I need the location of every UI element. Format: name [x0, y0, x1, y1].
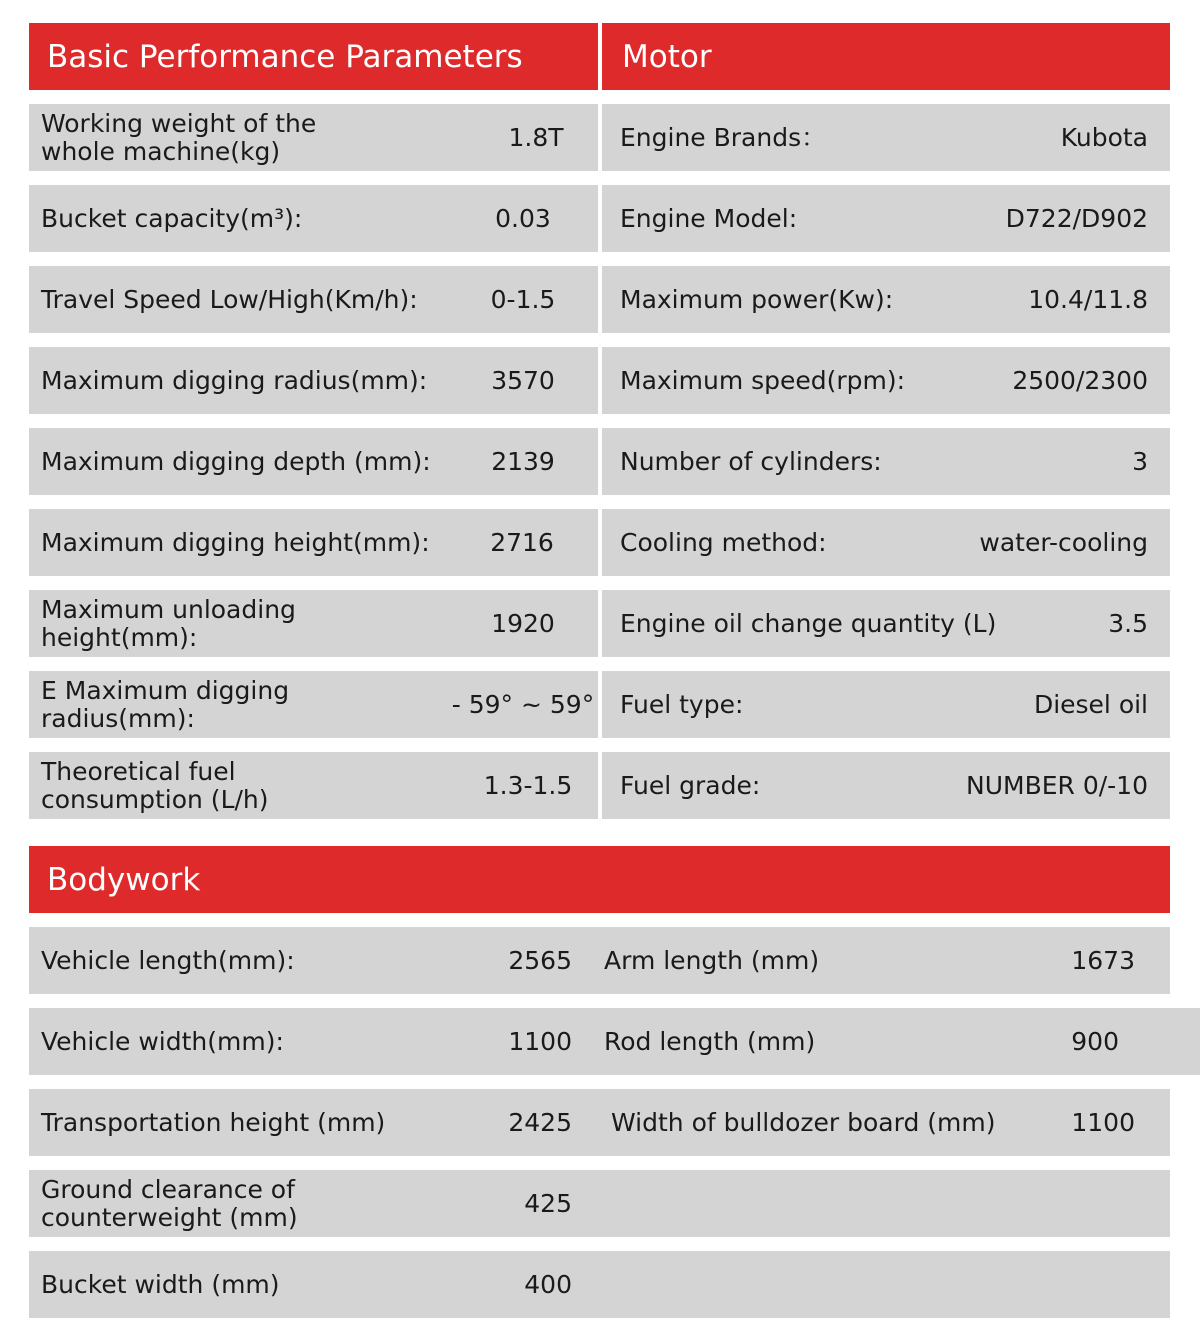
motor-row-label: Number of cylinders: [620, 446, 882, 476]
basic-row-label: Maximum digging radius(mm): [41, 365, 428, 395]
motor-row [602, 104, 1170, 171]
bodywork-row [29, 1251, 1170, 1318]
bodywork-row-label-2: Width of bulldozer board (mm) [611, 1108, 996, 1137]
motor-row-value: NUMBER 0/-10 [966, 771, 1148, 800]
basic-row-label: E Maximum digging radius(mm): [41, 675, 290, 733]
basic-row [29, 428, 598, 495]
bodywork-row-label-2: Rod length (mm) [604, 1027, 816, 1056]
basic-row-value: - 59° ~ 59° [451, 690, 595, 719]
motor-row-value: water-cooling [979, 528, 1148, 557]
motor-row-value: Kubota [1060, 123, 1148, 152]
basic-row-value: 3570 [491, 366, 555, 395]
bodywork-title: Bodywork [47, 861, 201, 898]
motor-row-label: Fuel type: [620, 689, 744, 719]
basic-row-label: Maximum unloading height(mm): [41, 594, 296, 652]
bodywork-row-label: Vehicle width(mm): [41, 1026, 284, 1056]
motor-row-label: Cooling method: [620, 527, 827, 557]
basic-row-label: Travel Speed Low/High(Km/h): [41, 284, 418, 314]
motor-row [602, 266, 1170, 333]
motor-row-value: 2500/2300 [1012, 366, 1148, 395]
bodywork-row-value: 2565 [508, 946, 572, 975]
bodywork-row-label-2: Arm length (mm) [604, 946, 820, 975]
motor-header [602, 23, 1170, 90]
bodywork-row-value-2: 1100 [1071, 1108, 1135, 1137]
motor-row-value: 3.5 [1108, 609, 1148, 638]
bodywork-row-value-2: 900 [1071, 1027, 1119, 1056]
bodywork-header [29, 846, 1170, 913]
basic-row [29, 671, 598, 738]
basic-row-value: 1.3-1.5 [483, 771, 573, 800]
motor-row-value: D722/D902 [1005, 204, 1148, 233]
basic-row [29, 509, 598, 576]
bodywork-row-label: Bucket width (mm) [41, 1269, 280, 1299]
bodywork-row-value: 2425 [508, 1108, 572, 1137]
motor-row-value: Diesel oil [1033, 690, 1148, 719]
basic-row-value: 1920 [491, 609, 555, 638]
motor-title: Motor [622, 38, 712, 75]
basic-performance-header [29, 23, 598, 90]
basic-row [29, 347, 598, 414]
motor-row [602, 752, 1170, 819]
bodywork-row-value-2: 1673 [1071, 946, 1135, 975]
motor-row [602, 509, 1170, 576]
motor-row-label: Engine oil change quantity (L) [620, 608, 997, 638]
basic-row-label: Bucket capacity(m³): [41, 203, 303, 233]
basic-row [29, 752, 598, 819]
basic-row-label: Working weight of the whole machine(kg) [41, 108, 317, 166]
basic-row-label: Maximum digging height(mm): [41, 527, 430, 557]
basic-row-value: 2716 [490, 528, 554, 557]
basic-row-value: 2139 [491, 447, 555, 476]
bodywork-row [29, 1170, 1170, 1237]
motor-row [602, 428, 1170, 495]
bodywork-row-value: 425 [524, 1189, 572, 1218]
motor-row [602, 590, 1170, 657]
bodywork-row-value: 1100 [508, 1027, 572, 1056]
bodywork-row-label: Vehicle length(mm): [41, 945, 295, 975]
motor-row-label: Engine Model: [620, 203, 798, 233]
bodywork-row-label: Transportation height (mm) [41, 1107, 386, 1137]
motor-row-label: Maximum speed(rpm): [620, 365, 906, 395]
basic-row-value: 0-1.5 [490, 285, 556, 314]
basic-row [29, 590, 598, 657]
basic-row-label: Maximum digging depth (mm): [41, 446, 431, 476]
bodywork-row [29, 927, 1170, 994]
bodywork-row-value: 400 [524, 1270, 572, 1299]
motor-row [602, 347, 1170, 414]
basic-row [29, 104, 598, 171]
basic-row [29, 185, 598, 252]
motor-row-label: Maximum power(Kw): [620, 284, 894, 314]
basic-row-label: Theoretical fuel consumption (L/h) [41, 756, 269, 814]
basic-row-value: 0.03 [495, 204, 551, 233]
basic-row [29, 266, 598, 333]
basic-row-value: 1.8T [508, 123, 564, 152]
motor-row-label: Fuel grade: [620, 770, 761, 800]
motor-row-value: 3 [1132, 447, 1148, 476]
motor-row-label: Engine Brands： [620, 122, 827, 152]
motor-row [602, 185, 1170, 252]
bodywork-row-label: Ground clearance of counterweight (mm) [41, 1174, 298, 1232]
basic-performance-title: Basic Performance Parameters [47, 38, 523, 75]
bodywork-row [29, 1089, 1170, 1156]
bodywork-row [29, 1008, 1200, 1075]
motor-row-value: 10.4/11.8 [1028, 285, 1148, 314]
motor-row [602, 671, 1170, 738]
